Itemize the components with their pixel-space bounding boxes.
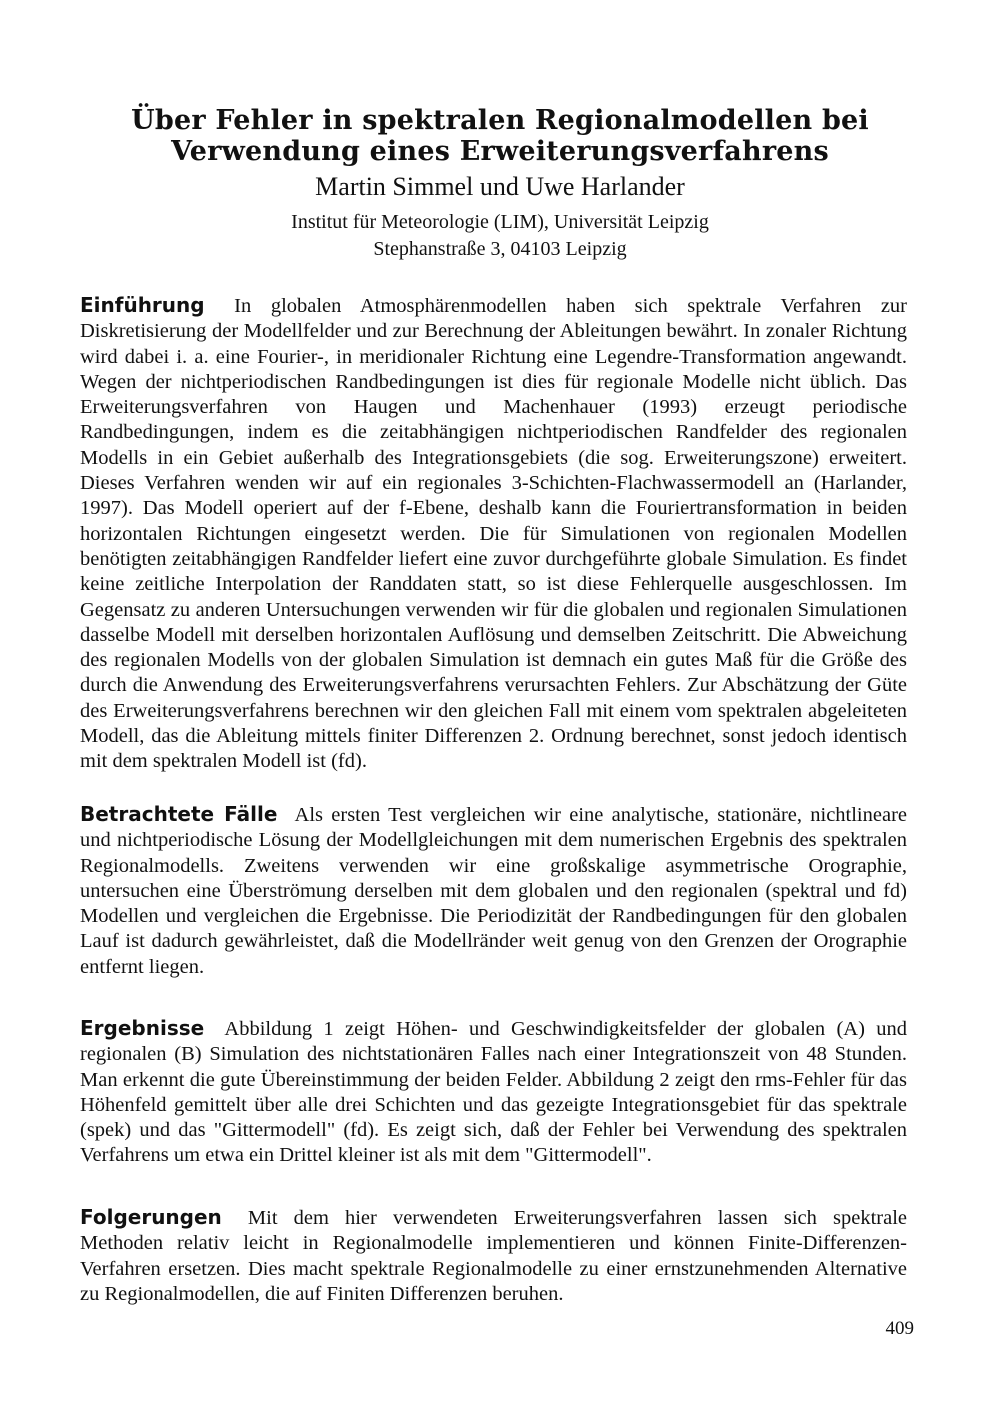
section-text-introduction: In globalen Atmosphärenmodellen haben sich spektrale Verfahren zur Diskretisierung der Modellfelder und zur Berechnung der Ableitungen bewährt. In zonaler Richtung wird dabei i. a. eine Fourier-, in meridionaler Richtung eine Legendre-Transformation angewandt. Wegen der nichtperiodischen Randbedingungen ist dies für regionale Modelle nicht üblich. Das Erweiterungsverfahren von Haugen und Machenhauer (1993) erzeugt periodische Randbedingungen, indem es die zeitabhängigen nichtperiodischen Randfelder des regionalen Modells in ein Gebiet außerhalb des Integrationsgebiets (die sog. Erweiterungszone) erweitert. Dieses Verfahren wenden wir auf ein regionales 3-Schichten-Flachwassermodell an (Harlander, 1997). Das Modell operiert auf der f-Ebene, deshalb kann die Fouriertransformation in beiden horizontalen Richtungen eingesetzt werden. Die für Simulationen von regionalen Modellen benötigten zeitabhängigen Randfelder liefert eine zuvor durchgeführte globale Simulation. Es findet keine zeitliche Interpolation der Randdaten statt, so ist diese Fehlerquelle ausgeschlossen. Im Gegensatz zu anderen Untersuchungen verwenden wir für die globalen und regionalen Simulationen dasselbe Modell mit derselben horizontalen Auflösung und demselben Zeitschritt. Die Abweichung des regionalen Modells von der globalen Simulation ist demnach ein gutes Maß für die Größe des durch die Anwendung des Erweiterungsverfahrens verursachten Fehlers. Zur Abschätzung der Güte des Erweiterungsverfahrens berechnen wir den gleichen Fall mit einem vom spektralen abgeleiteten Modell, das die Ableitung mittels finiter Differenzen 2. Ordnung berechnet, sonst jedoch identisch mit dem spektralen Modell ist (fd). <box>80 295 908 773</box>
section-text-conclusions: Mit dem hier verwendeten Erweiterungsverfahren lassen sich spektrale Methoden relativ leicht in Regionalmodelle implementieren und können Finite-Differenzen-Verfahren ersetzen. Dies macht spektrale Regionalmodelle zu einer ernstzunehmenden Alternative zu Regionalmodellen, die auf Finiten Differenzen beruhen. <box>80 1207 907 1305</box>
section-introduction <box>80 293 907 775</box>
paper-title-line-2: Verwendung eines Erweiterungsverfahrens <box>171 136 829 167</box>
section-heading-introduction: Einführung <box>80 293 205 317</box>
paper-title-line-1: Über Fehler in spektralen Regionalmodellen bei <box>131 105 869 136</box>
section-cases <box>80 802 907 980</box>
section-heading-conclusions: Folgerungen <box>80 1205 222 1229</box>
section-conclusions <box>80 1205 907 1307</box>
affiliation-line-1: Institut für Meteorologie (LIM), Universität Leipzig <box>291 211 709 233</box>
section-text-cases: Als ersten Test vergleichen wir eine analytische, stationäre, nichtlineare und nichtperiodische Lösung der Modellgleichungen mit dem numerischen Ergebnis des spektralen Regionalmodells. Zweitens verwenden wir eine großskalige asymmetrische Orographie, untersuchen eine Überströmung derselben mit dem globalen und den regionalen (spektral und fd) Modellen und vergleichen die Ergebnisse. Die Periodizität der Randbedingungen für den globalen Lauf ist dadurch gewährleistet, daß die Modellränder weit genug von den Grenzen der Orographie entfernt liegen. <box>80 804 908 978</box>
section-results <box>80 1016 907 1169</box>
section-text-results: Abbildung 1 zeigt Höhen- und Geschwindigkeitsfelder der globalen (A) und regionalen (B) Simulation des nichtstationären Falles nach einer Integrationszeit von 48 Stunden. Man erkennt die gute Übereinstimmung der beiden Felder. Abbildung 2 zeigt den rms-Fehler für das Höhenfeld gemittelt über alle drei Schichten und das gezeigte Integrationsgebiet für das spektrale (spek) und das "Gittermodell" (fd). Es zeigt sich, daß der Fehler bei Verwendung des spektralen Verfahrens um etwa ein Drittel kleiner ist als mit dem "Gittermodell". <box>80 1018 907 1167</box>
page-number: 409 <box>885 1318 914 1339</box>
authors: Martin Simmel und Uwe Harlander <box>315 172 685 201</box>
section-heading-results: Ergebnisse <box>80 1016 205 1040</box>
section-heading-cases: Betrachtete Fälle <box>80 802 278 826</box>
affiliation-line-2: Stephanstraße 3, 04103 Leipzig <box>373 238 627 260</box>
